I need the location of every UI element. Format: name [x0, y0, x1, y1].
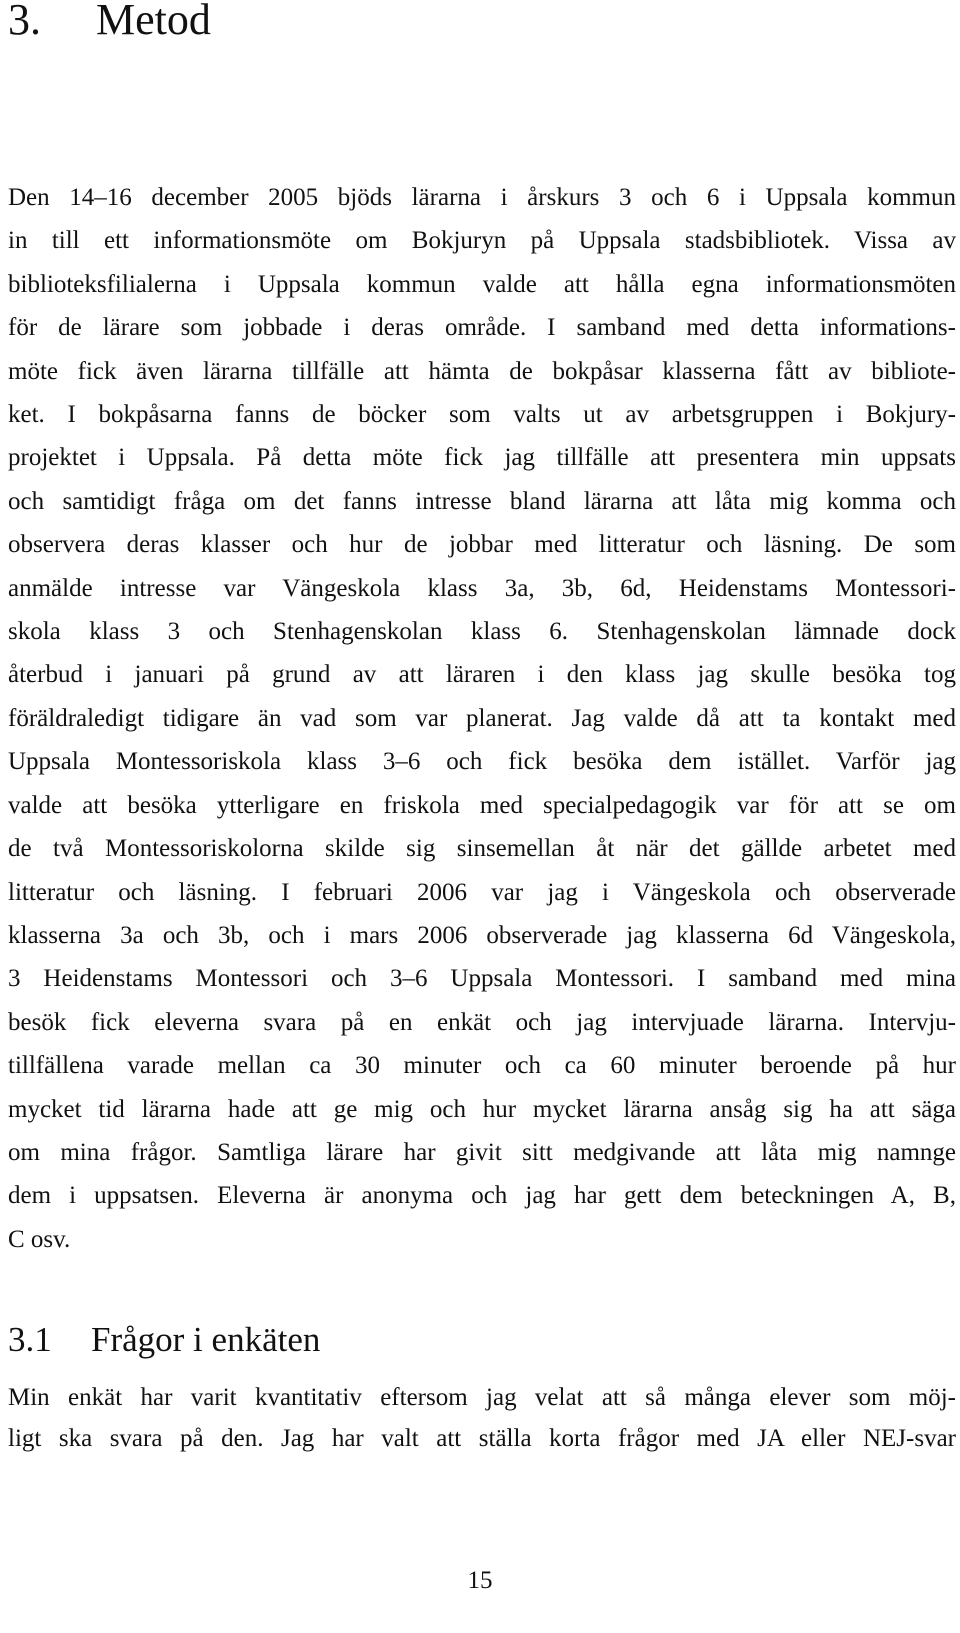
paragraph-line: valde att besöka ytterligare en friskola med specialpedagogik var för att se om [8, 791, 956, 819]
paragraph-line: för de lärare som jobbade i deras område. I samband med detta informations- [8, 314, 956, 342]
questionnaire-paragraph [8, 1377, 956, 1459]
paragraph-line: Uppsala Montessoriskola klass 3–6 och fick besöka dem istället. Varför jag [8, 748, 956, 776]
paragraph-line: dem i uppsatsen. Eleverna är anonyma och jag har gett dem beteckningen A, B, [8, 1182, 956, 1210]
paragraph-line: biblioteksfilialerna i Uppsala kommun valde att hålla egna informationsmöten [8, 270, 956, 298]
paragraph-line: och samtidigt fråga om det fanns intresse bland lärarna att låta mig komma och [8, 487, 956, 515]
page-number: 15 [467, 1567, 493, 1594]
paragraph-line: Min enkät har varit kvantitativ eftersom jag velat att så många elever som möj- [8, 1384, 956, 1411]
subsection-number: 3.1 [8, 1320, 52, 1359]
paragraph-line: C osv. [8, 1225, 71, 1253]
paragraph-line: litteratur och läsning. I februari 2006 var jag i Vängeskola och observerade [8, 878, 956, 906]
paragraph-line: om mina frågor. Samtliga lärare har givit sitt medgivande att låta mig namnge [8, 1138, 956, 1166]
section-heading [8, 0, 211, 44]
paragraph-line: klasserna 3a och 3b, och i mars 2006 observerade jag klasserna 6d Vängeskola, [8, 921, 956, 949]
paragraph-line: anmälde intresse var Vängeskola klass 3a, 3b, 6d, Heidenstams Montessori- [8, 574, 956, 602]
paragraph-line: in till ett informationsmöte om Bokjuryn på Uppsala stadsbibliotek. Vissa av [8, 227, 956, 255]
subsection-heading [8, 1319, 320, 1361]
paragraph-line: mycket tid lärarna hade att ge mig och hur mycket lärarna ansåg sig ha att säga [8, 1095, 956, 1123]
section-title: Metod [96, 0, 211, 44]
paragraph-line: 3 Heidenstams Montessori och 3–6 Uppsala Montessori. I samband med mina [8, 965, 956, 993]
paragraph-line: ket. I bokpåsarna fanns de böcker som valts ut av arbetsgruppen i Bokjury- [8, 401, 956, 429]
method-paragraph [8, 176, 956, 1261]
section-number: 3. [8, 0, 41, 44]
paragraph-line: skola klass 3 och Stenhagenskolan klass 6. Stenhagenskolan lämnade dock [8, 618, 956, 646]
paragraph-line: möte fick även lärarna tillfälle att hämta de bokpåsar klasserna fått av bibliote- [8, 357, 956, 385]
paragraph-line: observera deras klasser och hur de jobbar med litteratur och läsning. De som [8, 531, 956, 559]
paragraph-line: Den 14–16 december 2005 bjöds lärarna i årskurs 3 och 6 i Uppsala kommun [8, 184, 956, 211]
paragraph-line: de två Montessoriskolorna skilde sig sinsemellan åt när det gällde arbetet med [8, 835, 956, 863]
paragraph-line: tillfällena varade mellan ca 30 minuter och ca 60 minuter beroende på hur [8, 1052, 956, 1080]
paragraph-line: projektet i Uppsala. På detta möte fick jag tillfälle att presentera min uppsats [8, 444, 956, 472]
paragraph-line: besök fick eleverna svara på en enkät och jag intervjuade lärarna. Intervju- [8, 1008, 956, 1036]
paragraph-line: ligt ska svara på den. Jag har valt att ställa korta frågor med JA eller NEJ-svar [8, 1425, 956, 1452]
subsection-title: Frågor i enkäten [91, 1320, 321, 1359]
paragraph-line: föräldraledigt tidigare än vad som var planerat. Jag valde då att ta kontakt med [8, 704, 956, 732]
paragraph-line: återbud i januari på grund av att läraren i den klass jag skulle besöka tog [8, 661, 956, 689]
